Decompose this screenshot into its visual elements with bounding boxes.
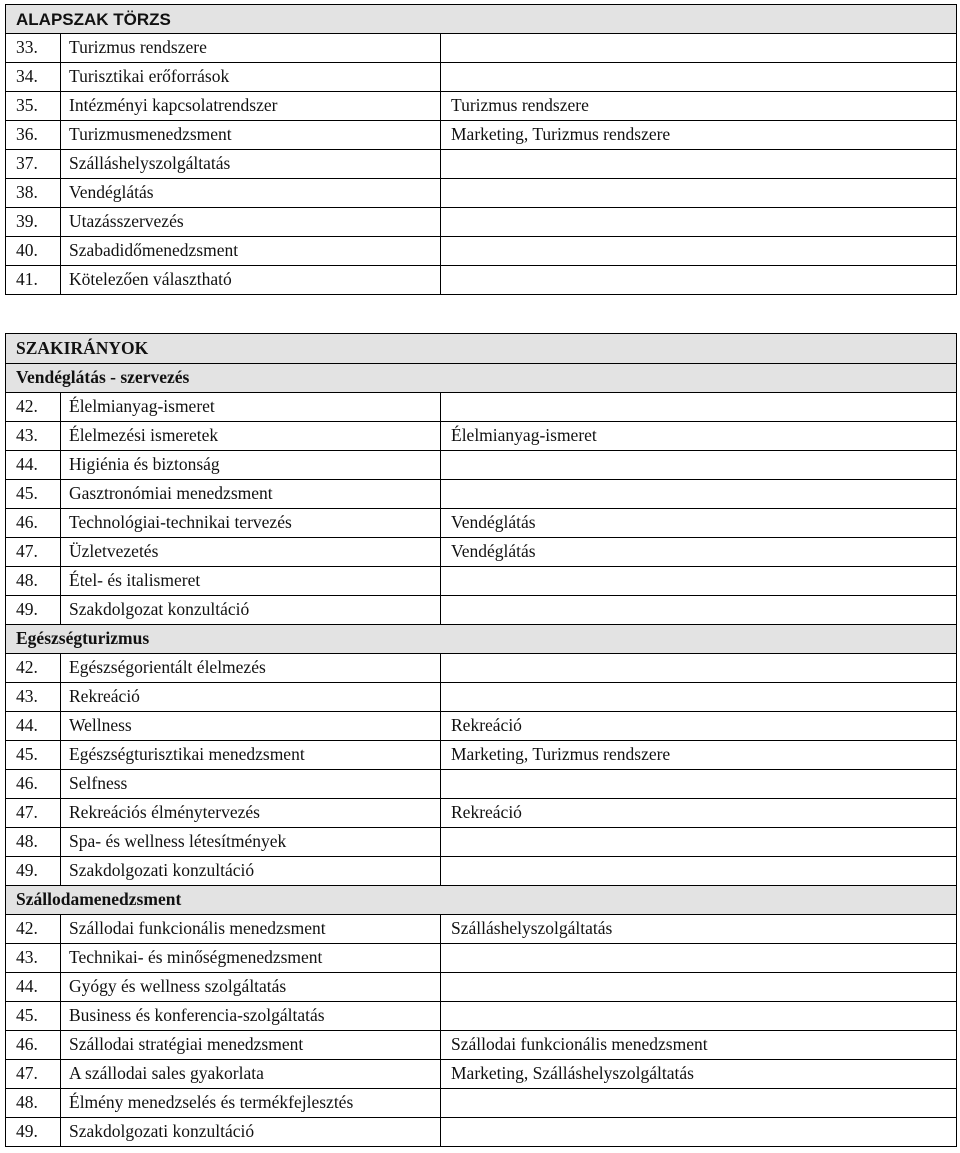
course-number: 43.	[6, 683, 61, 712]
course-number: 48.	[6, 828, 61, 857]
course-row	[6, 451, 957, 480]
course-row	[6, 712, 957, 741]
course-row	[6, 208, 957, 237]
course-prerequisite: Marketing, Turizmus rendszere	[441, 741, 957, 770]
course-prerequisite	[441, 179, 957, 208]
course-number: 37.	[6, 150, 61, 179]
course-number: 46.	[6, 509, 61, 538]
course-prerequisite: Marketing, Turizmus rendszere	[441, 121, 957, 150]
course-number: 47.	[6, 538, 61, 567]
course-number: 45.	[6, 480, 61, 509]
course-prerequisite	[441, 1002, 957, 1031]
course-row	[6, 741, 957, 770]
course-prerequisite: Turizmus rendszere	[441, 92, 957, 121]
course-row	[6, 770, 957, 799]
course-name: Élelmianyag-ismeret	[61, 393, 441, 422]
course-number: 44.	[6, 451, 61, 480]
course-row	[6, 121, 957, 150]
course-name: Étel- és italismeret	[61, 567, 441, 596]
course-row	[6, 422, 957, 451]
course-row	[6, 828, 957, 857]
course-number: 44.	[6, 712, 61, 741]
course-row	[6, 1002, 957, 1031]
course-prerequisite	[441, 237, 957, 266]
course-prerequisite: Rekreáció	[441, 712, 957, 741]
core-title: ALAPSZAK TÖRZS	[6, 5, 957, 34]
course-name: Szálláshelyszolgáltatás	[61, 150, 441, 179]
course-number: 35.	[6, 92, 61, 121]
course-number: 34.	[6, 63, 61, 92]
course-prerequisite	[441, 150, 957, 179]
course-number: 42.	[6, 654, 61, 683]
course-number: 42.	[6, 393, 61, 422]
course-name: Turisztikai erőforrások	[61, 63, 441, 92]
course-name: Technológiai-technikai tervezés	[61, 509, 441, 538]
course-prerequisite	[441, 654, 957, 683]
course-prerequisite	[441, 828, 957, 857]
course-row	[6, 915, 957, 944]
course-name: Turizmus rendszere	[61, 34, 441, 63]
course-number: 40.	[6, 237, 61, 266]
course-prerequisite	[441, 944, 957, 973]
course-name: Rekreációs élménytervezés	[61, 799, 441, 828]
specializations-title: SZAKIRÁNYOK	[6, 334, 957, 364]
course-name: Szakdolgozat konzultáció	[61, 596, 441, 625]
course-name: Élelmezési ismeretek	[61, 422, 441, 451]
specialization-title-row	[6, 886, 957, 915]
course-number: 48.	[6, 1089, 61, 1118]
course-prerequisite	[441, 596, 957, 625]
course-row	[6, 393, 957, 422]
course-name: Üzletvezetés	[61, 538, 441, 567]
course-row	[6, 237, 957, 266]
course-prerequisite: Vendéglátás	[441, 509, 957, 538]
course-prerequisite	[441, 393, 957, 422]
core-curriculum-table	[5, 4, 957, 295]
course-number: 42.	[6, 915, 61, 944]
course-prerequisite	[441, 973, 957, 1002]
course-name: Turizmusmenedzsment	[61, 121, 441, 150]
course-prerequisite: Szálláshelyszolgáltatás	[441, 915, 957, 944]
specialization-title-row	[6, 625, 957, 654]
course-row	[6, 509, 957, 538]
course-number: 49.	[6, 1118, 61, 1147]
course-prerequisite: Élelmianyag-ismeret	[441, 422, 957, 451]
course-name: Szállodai funkcionális menedzsment	[61, 915, 441, 944]
course-row	[6, 944, 957, 973]
course-name: Gasztronómiai menedzsment	[61, 480, 441, 509]
specializations-table	[5, 333, 957, 1147]
course-name: Szállodai stratégiai menedzsment	[61, 1031, 441, 1060]
specialization-title: Szállodamenedzsment	[6, 886, 957, 915]
course-row	[6, 857, 957, 886]
course-prerequisite	[441, 451, 957, 480]
specializations-header-row	[6, 334, 957, 364]
course-name: Wellness	[61, 712, 441, 741]
course-number: 33.	[6, 34, 61, 63]
specialization-title: Egészségturizmus	[6, 625, 957, 654]
course-row	[6, 1089, 957, 1118]
course-row	[6, 799, 957, 828]
course-number: 47.	[6, 1060, 61, 1089]
core-header-row	[6, 5, 957, 34]
specialization-title-row	[6, 364, 957, 393]
course-number: 49.	[6, 857, 61, 886]
course-name: Gyógy és wellness szolgáltatás	[61, 973, 441, 1002]
course-row	[6, 683, 957, 712]
course-number: 43.	[6, 422, 61, 451]
course-row	[6, 150, 957, 179]
course-prerequisite	[441, 208, 957, 237]
course-row	[6, 1118, 957, 1147]
course-name: Szakdolgozati konzultáció	[61, 1118, 441, 1147]
course-name: Kötelezően választható	[61, 266, 441, 295]
course-row	[6, 92, 957, 121]
course-number: 38.	[6, 179, 61, 208]
course-prerequisite	[441, 266, 957, 295]
course-row	[6, 538, 957, 567]
course-number: 45.	[6, 741, 61, 770]
course-name: Vendéglátás	[61, 179, 441, 208]
course-row	[6, 1031, 957, 1060]
course-row	[6, 179, 957, 208]
course-prerequisite	[441, 1118, 957, 1147]
course-name: Spa- és wellness létesítmények	[61, 828, 441, 857]
course-name: Higiénia és biztonság	[61, 451, 441, 480]
specialization-title: Vendéglátás - szervezés	[6, 364, 957, 393]
course-name: Intézményi kapcsolatrendszer	[61, 92, 441, 121]
course-row	[6, 34, 957, 63]
course-number: 39.	[6, 208, 61, 237]
course-row	[6, 480, 957, 509]
course-number: 43.	[6, 944, 61, 973]
course-name: Business és konferencia-szolgáltatás	[61, 1002, 441, 1031]
course-name: Selfness	[61, 770, 441, 799]
course-name: Egészségturisztikai menedzsment	[61, 741, 441, 770]
course-number: 49.	[6, 596, 61, 625]
course-number: 41.	[6, 266, 61, 295]
course-prerequisite	[441, 683, 957, 712]
course-number: 36.	[6, 121, 61, 150]
course-row	[6, 654, 957, 683]
course-row	[6, 567, 957, 596]
course-prerequisite: Szállodai funkcionális menedzsment	[441, 1031, 957, 1060]
course-number: 44.	[6, 973, 61, 1002]
course-name: Rekreáció	[61, 683, 441, 712]
course-name: A szállodai sales gyakorlata	[61, 1060, 441, 1089]
course-number: 47.	[6, 799, 61, 828]
course-row	[6, 596, 957, 625]
course-prerequisite	[441, 770, 957, 799]
course-number: 46.	[6, 1031, 61, 1060]
course-prerequisite	[441, 480, 957, 509]
course-row	[6, 63, 957, 92]
course-prerequisite: Marketing, Szálláshelyszolgáltatás	[441, 1060, 957, 1089]
course-name: Utazásszervezés	[61, 208, 441, 237]
course-number: 48.	[6, 567, 61, 596]
course-row	[6, 1060, 957, 1089]
course-prerequisite	[441, 567, 957, 596]
course-name: Élmény menedzselés és termékfejlesztés	[61, 1089, 441, 1118]
course-prerequisite: Rekreáció	[441, 799, 957, 828]
course-name: Egészségorientált élelmezés	[61, 654, 441, 683]
course-prerequisite: Vendéglátás	[441, 538, 957, 567]
course-prerequisite	[441, 857, 957, 886]
course-row	[6, 973, 957, 1002]
course-name: Szabadidőmenedzsment	[61, 237, 441, 266]
course-prerequisite	[441, 1089, 957, 1118]
course-prerequisite	[441, 63, 957, 92]
course-number: 45.	[6, 1002, 61, 1031]
course-row	[6, 266, 957, 295]
course-prerequisite	[441, 34, 957, 63]
course-name: Szakdolgozati konzultáció	[61, 857, 441, 886]
course-number: 46.	[6, 770, 61, 799]
course-name: Technikai- és minőségmenedzsment	[61, 944, 441, 973]
